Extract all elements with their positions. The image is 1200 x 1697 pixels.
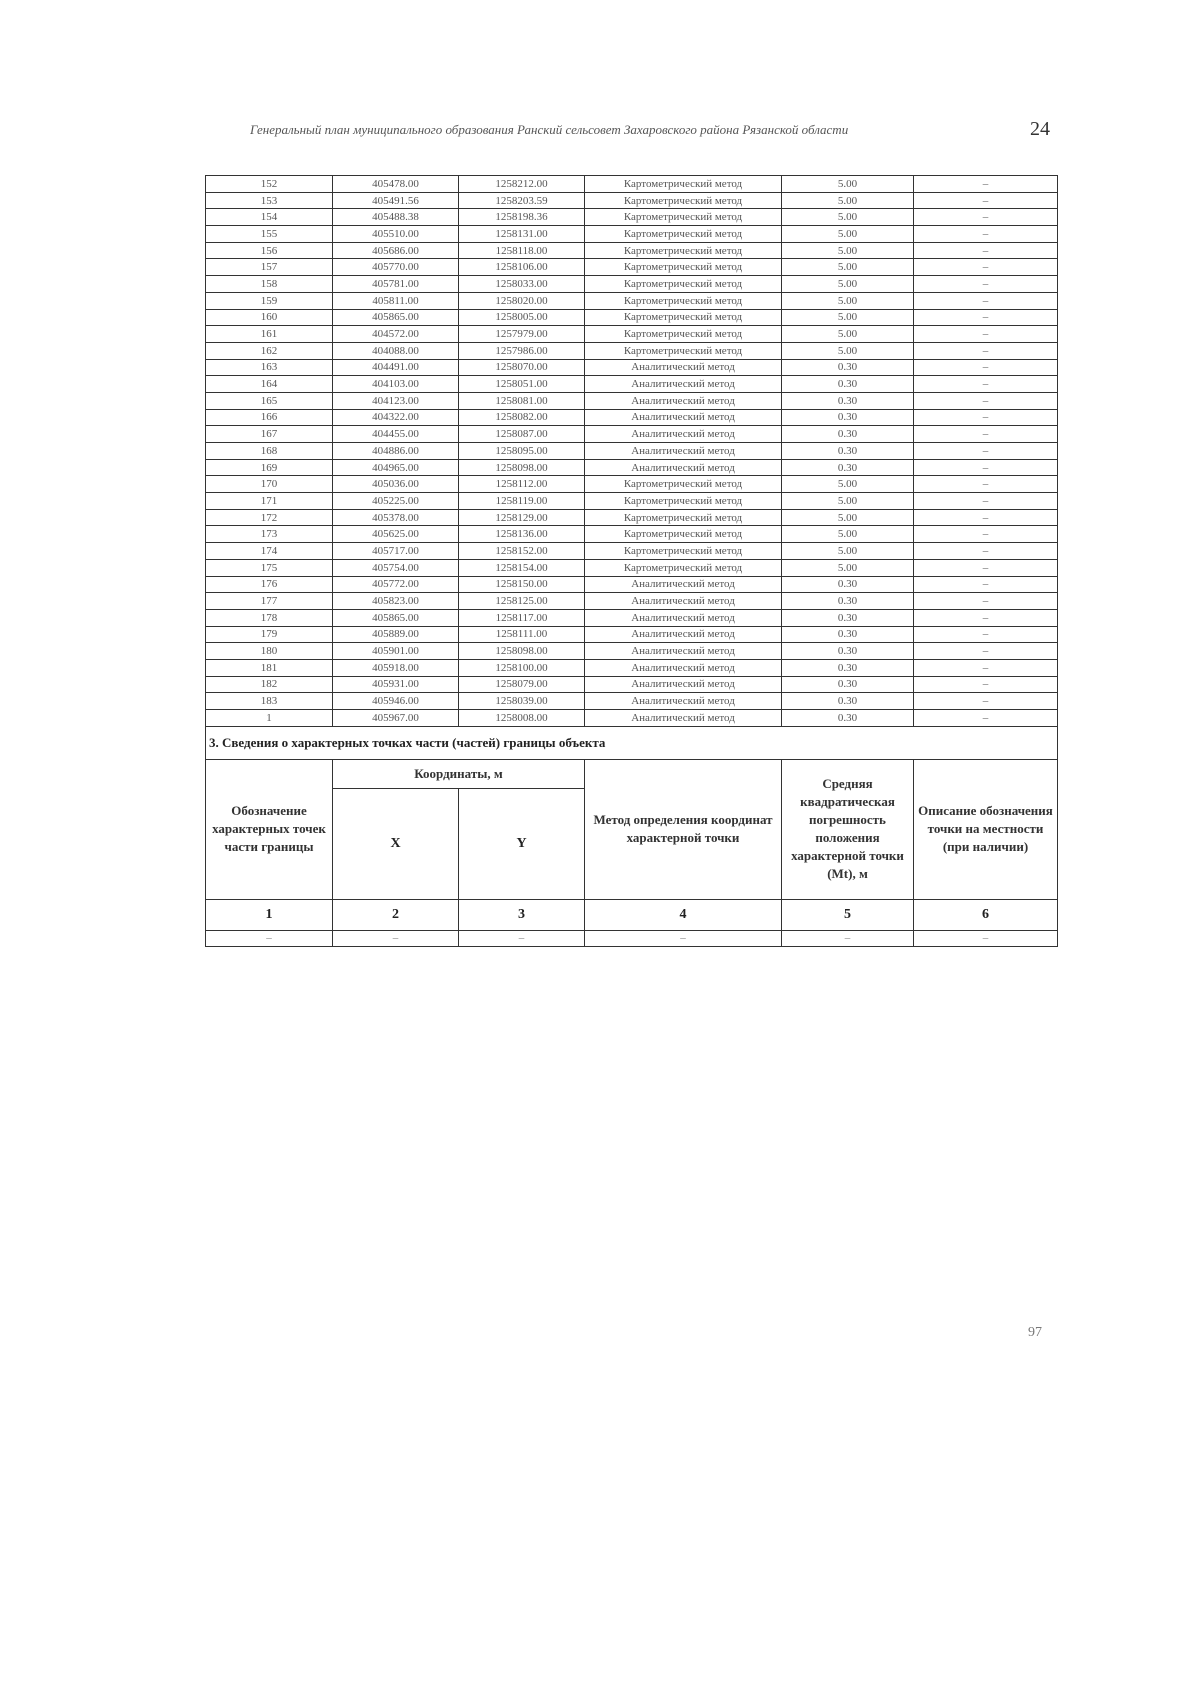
y-coordinate-cell: 1257979.00 xyxy=(459,326,585,343)
method-cell: Картометрический метод xyxy=(585,292,782,309)
table-row xyxy=(206,209,1058,226)
table-row xyxy=(206,376,1058,393)
accuracy-cell: 5.00 xyxy=(782,543,914,560)
y-coordinate-cell: 1258095.00 xyxy=(459,443,585,460)
table-row xyxy=(206,309,1058,326)
point-number-cell: 160 xyxy=(206,309,333,326)
x-coordinate-cell: 405625.00 xyxy=(333,526,459,543)
table-row xyxy=(206,176,1058,193)
y-coordinate-cell: 1258112.00 xyxy=(459,476,585,493)
method-cell: Картометрический метод xyxy=(585,192,782,209)
page-footer-number: 97 xyxy=(1028,1325,1042,1340)
column-number: 3 xyxy=(459,899,585,930)
col-header-y: Y xyxy=(459,788,585,899)
y-coordinate-cell: 1258051.00 xyxy=(459,376,585,393)
method-cell: Картометрический метод xyxy=(585,509,782,526)
point-number-cell: 165 xyxy=(206,392,333,409)
accuracy-cell: 0.30 xyxy=(782,426,914,443)
y-coordinate-cell: 1258079.00 xyxy=(459,676,585,693)
table-row xyxy=(206,443,1058,460)
accuracy-cell: 5.00 xyxy=(782,493,914,510)
y-coordinate-cell: 1258117.00 xyxy=(459,609,585,626)
empty-cell: – xyxy=(585,930,782,946)
description-cell: – xyxy=(914,509,1058,526)
accuracy-cell: 5.00 xyxy=(782,559,914,576)
description-cell: – xyxy=(914,559,1058,576)
table-row xyxy=(206,676,1058,693)
description-cell: – xyxy=(914,476,1058,493)
accuracy-cell: 5.00 xyxy=(782,242,914,259)
empty-cell: – xyxy=(459,930,585,946)
accuracy-cell: 5.00 xyxy=(782,326,914,343)
point-number-cell: 181 xyxy=(206,659,333,676)
description-cell: – xyxy=(914,459,1058,476)
method-cell: Аналитический метод xyxy=(585,626,782,643)
description-cell: – xyxy=(914,593,1058,610)
document-header xyxy=(250,122,1050,138)
table-row xyxy=(206,459,1058,476)
method-cell: Аналитический метод xyxy=(585,710,782,727)
y-coordinate-cell: 1258131.00 xyxy=(459,226,585,243)
table-row xyxy=(206,276,1058,293)
point-number-cell: 164 xyxy=(206,376,333,393)
x-coordinate-cell: 405946.00 xyxy=(333,693,459,710)
accuracy-cell: 0.30 xyxy=(782,409,914,426)
accuracy-cell: 0.30 xyxy=(782,392,914,409)
method-cell: Картометрический метод xyxy=(585,493,782,510)
table-row xyxy=(206,659,1058,676)
accuracy-cell: 5.00 xyxy=(782,476,914,493)
table-row xyxy=(206,392,1058,409)
description-cell: – xyxy=(914,392,1058,409)
description-cell: – xyxy=(914,493,1058,510)
y-coordinate-cell: 1258118.00 xyxy=(459,242,585,259)
col-header-designation: Обозначение характерных точек части границы xyxy=(206,759,333,899)
description-cell: – xyxy=(914,443,1058,460)
y-coordinate-cell: 1258100.00 xyxy=(459,659,585,676)
table-row xyxy=(206,242,1058,259)
coordinates-table xyxy=(205,175,1058,947)
column-number: 1 xyxy=(206,899,333,930)
empty-cell: – xyxy=(206,930,333,946)
col-header-x: X xyxy=(333,788,459,899)
table-row xyxy=(206,259,1058,276)
x-coordinate-cell: 405491.56 xyxy=(333,192,459,209)
x-coordinate-cell: 405918.00 xyxy=(333,659,459,676)
y-coordinate-cell: 1258087.00 xyxy=(459,426,585,443)
table-row xyxy=(206,292,1058,309)
method-cell: Аналитический метод xyxy=(585,392,782,409)
accuracy-cell: 0.30 xyxy=(782,626,914,643)
point-number-cell: 152 xyxy=(206,176,333,193)
method-cell: Картометрический метод xyxy=(585,309,782,326)
table-row xyxy=(206,643,1058,660)
table-row xyxy=(206,409,1058,426)
x-coordinate-cell: 405478.00 xyxy=(333,176,459,193)
column-number: 6 xyxy=(914,899,1058,930)
empty-cell: – xyxy=(914,930,1058,946)
description-cell: – xyxy=(914,693,1058,710)
y-coordinate-cell: 1258198.36 xyxy=(459,209,585,226)
point-number-cell: 170 xyxy=(206,476,333,493)
x-coordinate-cell: 405901.00 xyxy=(333,643,459,660)
y-coordinate-cell: 1258119.00 xyxy=(459,493,585,510)
empty-cell: – xyxy=(782,930,914,946)
method-cell: Аналитический метод xyxy=(585,593,782,610)
table-row xyxy=(206,576,1058,593)
accuracy-cell: 5.00 xyxy=(782,226,914,243)
col-header-coordinates: Координаты, м xyxy=(333,759,585,788)
y-coordinate-cell: 1258098.00 xyxy=(459,643,585,660)
accuracy-cell: 5.00 xyxy=(782,192,914,209)
description-cell: – xyxy=(914,676,1058,693)
x-coordinate-cell: 405781.00 xyxy=(333,276,459,293)
x-coordinate-cell: 404455.00 xyxy=(333,426,459,443)
description-cell: – xyxy=(914,659,1058,676)
table-row xyxy=(206,342,1058,359)
point-number-cell: 177 xyxy=(206,593,333,610)
section3-title: 3. Сведения о характерных точках части (частей) границы объекта xyxy=(206,726,1058,759)
method-cell: Картометрический метод xyxy=(585,559,782,576)
x-coordinate-cell: 405378.00 xyxy=(333,509,459,526)
table-row xyxy=(206,493,1058,510)
point-number-cell: 172 xyxy=(206,509,333,526)
x-coordinate-cell: 404088.00 xyxy=(333,342,459,359)
x-coordinate-cell: 405931.00 xyxy=(333,676,459,693)
method-cell: Аналитический метод xyxy=(585,609,782,626)
method-cell: Аналитический метод xyxy=(585,676,782,693)
y-coordinate-cell: 1258152.00 xyxy=(459,543,585,560)
y-coordinate-cell: 1258082.00 xyxy=(459,409,585,426)
accuracy-cell: 5.00 xyxy=(782,176,914,193)
col-header-accuracy: Средняя квадратическая погрешность положения характерной точки (Mt), м xyxy=(782,759,914,899)
table-row xyxy=(206,326,1058,343)
table-row xyxy=(206,710,1058,727)
x-coordinate-cell: 405967.00 xyxy=(333,710,459,727)
accuracy-cell: 5.00 xyxy=(782,292,914,309)
point-number-cell: 163 xyxy=(206,359,333,376)
method-cell: Аналитический метод xyxy=(585,459,782,476)
x-coordinate-cell: 405717.00 xyxy=(333,543,459,560)
y-coordinate-cell: 1258136.00 xyxy=(459,526,585,543)
method-cell: Картометрический метод xyxy=(585,176,782,193)
point-number-cell: 178 xyxy=(206,609,333,626)
accuracy-cell: 5.00 xyxy=(782,509,914,526)
description-cell: – xyxy=(914,426,1058,443)
x-coordinate-cell: 405770.00 xyxy=(333,259,459,276)
point-number-cell: 166 xyxy=(206,409,333,426)
table-row xyxy=(206,192,1058,209)
x-coordinate-cell: 404123.00 xyxy=(333,392,459,409)
accuracy-cell: 0.30 xyxy=(782,576,914,593)
point-number-cell: 169 xyxy=(206,459,333,476)
x-coordinate-cell: 405036.00 xyxy=(333,476,459,493)
method-cell: Картометрический метод xyxy=(585,259,782,276)
description-cell: – xyxy=(914,192,1058,209)
method-cell: Аналитический метод xyxy=(585,426,782,443)
description-cell: – xyxy=(914,342,1058,359)
accuracy-cell: 0.30 xyxy=(782,443,914,460)
method-cell: Картометрический метод xyxy=(585,226,782,243)
point-number-cell: 171 xyxy=(206,493,333,510)
method-cell: Аналитический метод xyxy=(585,576,782,593)
y-coordinate-cell: 1258129.00 xyxy=(459,509,585,526)
accuracy-cell: 0.30 xyxy=(782,609,914,626)
table-row xyxy=(206,693,1058,710)
accuracy-cell: 0.30 xyxy=(782,376,914,393)
accuracy-cell: 0.30 xyxy=(782,710,914,727)
x-coordinate-cell: 404965.00 xyxy=(333,459,459,476)
y-coordinate-cell: 1258106.00 xyxy=(459,259,585,276)
table-row xyxy=(206,359,1058,376)
column-number: 2 xyxy=(333,899,459,930)
method-cell: Картометрический метод xyxy=(585,276,782,293)
y-coordinate-cell: 1258020.00 xyxy=(459,292,585,309)
description-cell: – xyxy=(914,409,1058,426)
header-page-number: 24 xyxy=(1030,122,1050,138)
description-cell: – xyxy=(914,309,1058,326)
table-row xyxy=(206,609,1058,626)
col-header-description: Описание обозначения точки на местности (при наличии) xyxy=(914,759,1058,899)
point-number-cell: 153 xyxy=(206,192,333,209)
accuracy-cell: 5.00 xyxy=(782,309,914,326)
description-cell: – xyxy=(914,276,1058,293)
accuracy-cell: 0.30 xyxy=(782,659,914,676)
description-cell: – xyxy=(914,359,1058,376)
y-coordinate-cell: 1258081.00 xyxy=(459,392,585,409)
description-cell: – xyxy=(914,259,1058,276)
point-rows xyxy=(206,176,1058,727)
x-coordinate-cell: 404103.00 xyxy=(333,376,459,393)
y-coordinate-cell: 1257986.00 xyxy=(459,342,585,359)
table-row xyxy=(206,476,1058,493)
x-coordinate-cell: 405823.00 xyxy=(333,593,459,610)
accuracy-cell: 0.30 xyxy=(782,643,914,660)
y-coordinate-cell: 1258203.59 xyxy=(459,192,585,209)
y-coordinate-cell: 1258212.00 xyxy=(459,176,585,193)
x-coordinate-cell: 405686.00 xyxy=(333,242,459,259)
x-coordinate-cell: 405225.00 xyxy=(333,493,459,510)
accuracy-cell: 0.30 xyxy=(782,359,914,376)
x-coordinate-cell: 405889.00 xyxy=(333,626,459,643)
section3-block xyxy=(206,726,1058,946)
y-coordinate-cell: 1258005.00 xyxy=(459,309,585,326)
point-number-cell: 154 xyxy=(206,209,333,226)
col-header-method: Метод определения координат характерной точки xyxy=(585,759,782,899)
method-cell: Картометрический метод xyxy=(585,209,782,226)
description-cell: – xyxy=(914,609,1058,626)
method-cell: Аналитический метод xyxy=(585,376,782,393)
table-row xyxy=(206,509,1058,526)
point-number-cell: 183 xyxy=(206,693,333,710)
description-cell: – xyxy=(914,576,1058,593)
x-coordinate-cell: 404491.00 xyxy=(333,359,459,376)
table-row xyxy=(206,593,1058,610)
y-coordinate-cell: 1258070.00 xyxy=(459,359,585,376)
description-cell: – xyxy=(914,176,1058,193)
x-coordinate-cell: 404572.00 xyxy=(333,326,459,343)
y-coordinate-cell: 1258154.00 xyxy=(459,559,585,576)
x-coordinate-cell: 404886.00 xyxy=(333,443,459,460)
method-cell: Аналитический метод xyxy=(585,693,782,710)
description-cell: – xyxy=(914,710,1058,727)
point-number-cell: 162 xyxy=(206,342,333,359)
description-cell: – xyxy=(914,543,1058,560)
description-cell: – xyxy=(914,226,1058,243)
accuracy-cell: 0.30 xyxy=(782,593,914,610)
x-coordinate-cell: 405488.38 xyxy=(333,209,459,226)
point-number-cell: 156 xyxy=(206,242,333,259)
table-row xyxy=(206,543,1058,560)
column-number: 4 xyxy=(585,899,782,930)
table-row xyxy=(206,559,1058,576)
point-number-cell: 179 xyxy=(206,626,333,643)
table-row xyxy=(206,426,1058,443)
point-number-cell: 159 xyxy=(206,292,333,309)
x-coordinate-cell: 405865.00 xyxy=(333,609,459,626)
x-coordinate-cell: 405811.00 xyxy=(333,292,459,309)
description-cell: – xyxy=(914,242,1058,259)
accuracy-cell: 5.00 xyxy=(782,259,914,276)
y-coordinate-cell: 1258150.00 xyxy=(459,576,585,593)
point-number-cell: 158 xyxy=(206,276,333,293)
x-coordinate-cell: 405754.00 xyxy=(333,559,459,576)
column-number: 5 xyxy=(782,899,914,930)
accuracy-cell: 5.00 xyxy=(782,342,914,359)
point-number-cell: 161 xyxy=(206,326,333,343)
x-coordinate-cell: 404322.00 xyxy=(333,409,459,426)
method-cell: Аналитический метод xyxy=(585,659,782,676)
y-coordinate-cell: 1258008.00 xyxy=(459,710,585,727)
method-cell: Картометрический метод xyxy=(585,242,782,259)
method-cell: Аналитический метод xyxy=(585,443,782,460)
accuracy-cell: 0.30 xyxy=(782,676,914,693)
method-cell: Картометрический метод xyxy=(585,326,782,343)
description-cell: – xyxy=(914,526,1058,543)
description-cell: – xyxy=(914,643,1058,660)
description-cell: – xyxy=(914,209,1058,226)
x-coordinate-cell: 405772.00 xyxy=(333,576,459,593)
description-cell: – xyxy=(914,292,1058,309)
point-number-cell: 175 xyxy=(206,559,333,576)
point-number-cell: 180 xyxy=(206,643,333,660)
point-number-cell: 176 xyxy=(206,576,333,593)
y-coordinate-cell: 1258039.00 xyxy=(459,693,585,710)
point-number-cell: 173 xyxy=(206,526,333,543)
table-row xyxy=(206,626,1058,643)
y-coordinate-cell: 1258033.00 xyxy=(459,276,585,293)
y-coordinate-cell: 1258125.00 xyxy=(459,593,585,610)
point-number-cell: 155 xyxy=(206,226,333,243)
accuracy-cell: 0.30 xyxy=(782,459,914,476)
y-coordinate-cell: 1258098.00 xyxy=(459,459,585,476)
method-cell: Картометрический метод xyxy=(585,526,782,543)
table-row xyxy=(206,526,1058,543)
x-coordinate-cell: 405865.00 xyxy=(333,309,459,326)
point-number-cell: 174 xyxy=(206,543,333,560)
description-cell: – xyxy=(914,326,1058,343)
accuracy-cell: 5.00 xyxy=(782,209,914,226)
method-cell: Аналитический метод xyxy=(585,643,782,660)
description-cell: – xyxy=(914,376,1058,393)
point-number-cell: 1 xyxy=(206,710,333,727)
point-number-cell: 168 xyxy=(206,443,333,460)
method-cell: Аналитический метод xyxy=(585,359,782,376)
accuracy-cell: 5.00 xyxy=(782,526,914,543)
accuracy-cell: 0.30 xyxy=(782,693,914,710)
point-number-cell: 157 xyxy=(206,259,333,276)
empty-cell: – xyxy=(333,930,459,946)
point-number-cell: 167 xyxy=(206,426,333,443)
method-cell: Картометрический метод xyxy=(585,543,782,560)
description-cell: – xyxy=(914,626,1058,643)
accuracy-cell: 5.00 xyxy=(782,276,914,293)
x-coordinate-cell: 405510.00 xyxy=(333,226,459,243)
point-number-cell: 182 xyxy=(206,676,333,693)
method-cell: Картометрический метод xyxy=(585,476,782,493)
method-cell: Аналитический метод xyxy=(585,409,782,426)
method-cell: Картометрический метод xyxy=(585,342,782,359)
table-row xyxy=(206,226,1058,243)
header-title: Генеральный план муниципального образования Ранский сельсовет Захаровского района Рязанской области xyxy=(250,122,849,137)
y-coordinate-cell: 1258111.00 xyxy=(459,626,585,643)
